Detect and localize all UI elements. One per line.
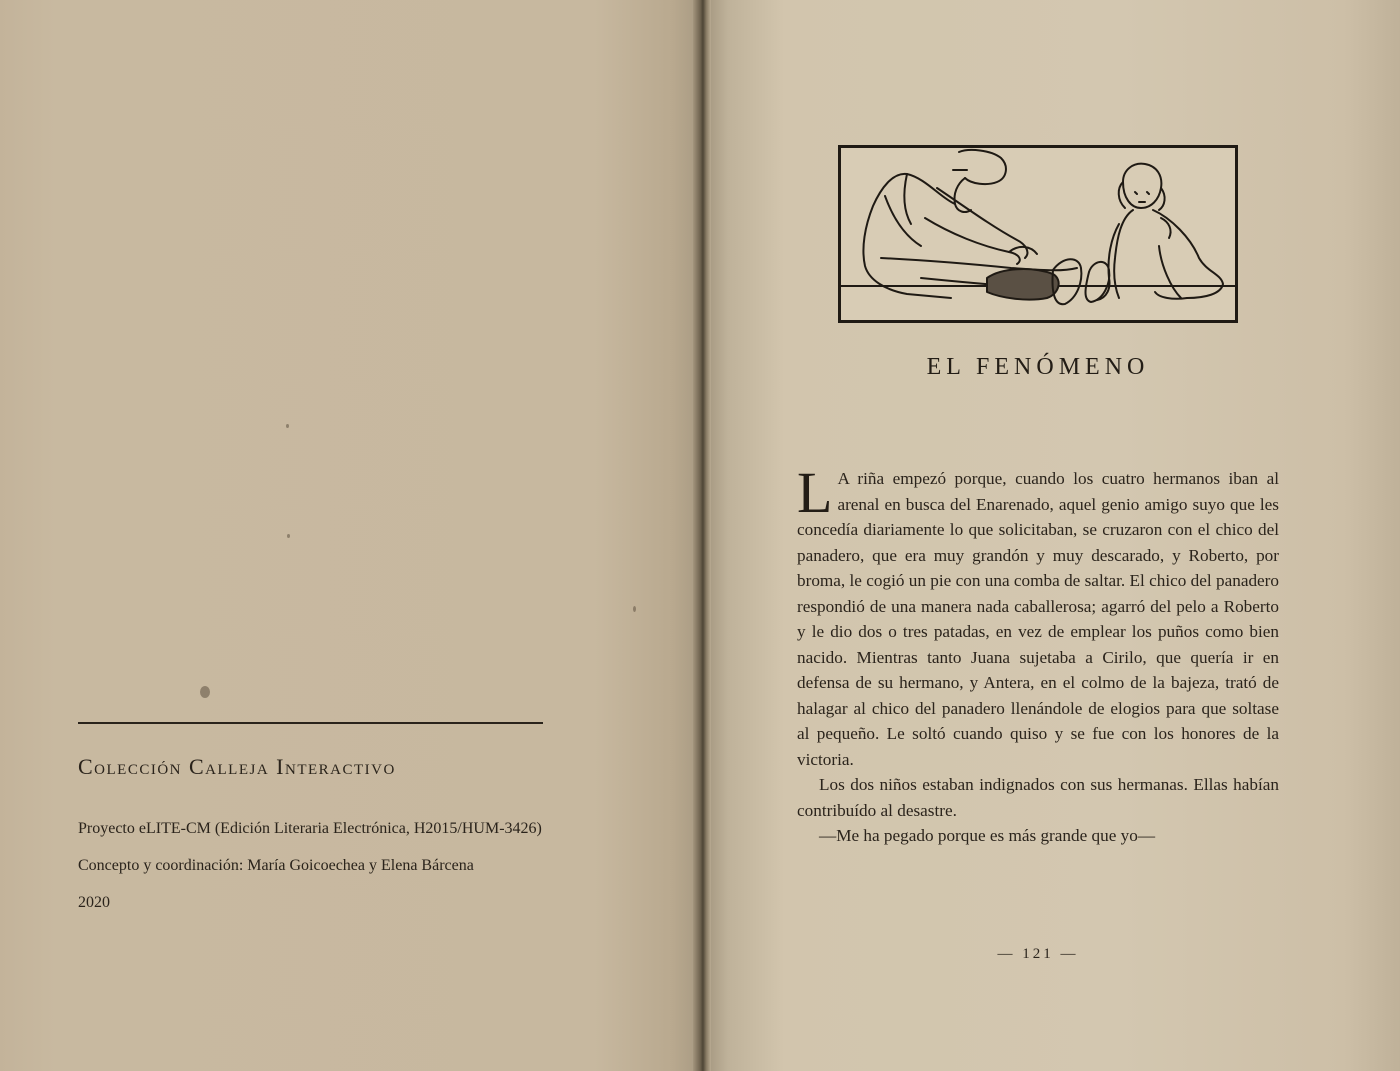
project-line: Proyecto eLITE-CM (Edición Literaria Electrónica, H2015/HUM-3426) — [78, 820, 542, 837]
series-title: Colección Calleja Interactivo — [78, 754, 396, 779]
colophon-rule — [78, 722, 543, 724]
paper-speck — [287, 534, 290, 538]
colophon — [78, 722, 638, 931]
paragraph-text: A riña empezó porque, cuando los cuatro hermanos iban al arenal en busca del Enarenado, aquel genio amigo suyo que les concedía diariamente lo que solicitaban, se cruzaron con el chico del panadero, que era muy grandón y muy descarado, y Roberto, por broma, le cogió un pie con una comba de saltar. El chico del panadero respondió de una manera nada caballerosa; agarró del pelo a Roberto y le dio dos o tres patadas, en vez de emplear los puños como bien nacido. Mientras tanto Juana sujetaba a Cirilo, que quería ir en defensa de su hermano, y Antera, en el colmo de la bajeza, trató de halagar al chico del panadero llenándole de elogios para que soltase al pequeño. Le soltó cuando quiso y se fue con los honores de la victoria. — [797, 469, 1279, 769]
drop-cap: L — [797, 460, 833, 525]
chapter-body — [797, 460, 1279, 849]
paragraph — [797, 460, 1279, 772]
paragraph: Los dos niños estaban indignados con sus hermanas. Ellas habían contribuído al desastre. — [797, 775, 1279, 820]
book-gutter — [693, 0, 711, 1071]
coordination-line: Concepto y coordinación: María Goicoechea y Elena Bárcena — [78, 857, 474, 874]
paragraph: —Me ha pegado porque es más grande que yo— — [819, 826, 1156, 845]
illustration-drawing — [841, 148, 1235, 320]
page-number: — 121 — — [997, 946, 1079, 962]
children-sitting-illustration-icon — [838, 145, 1238, 323]
paper-speck — [633, 606, 636, 612]
chapter-title: EL FENÓMENO — [926, 354, 1150, 380]
paper-speck — [286, 424, 289, 428]
publication-year: 2020 — [78, 894, 110, 911]
paper-speck — [200, 686, 210, 698]
